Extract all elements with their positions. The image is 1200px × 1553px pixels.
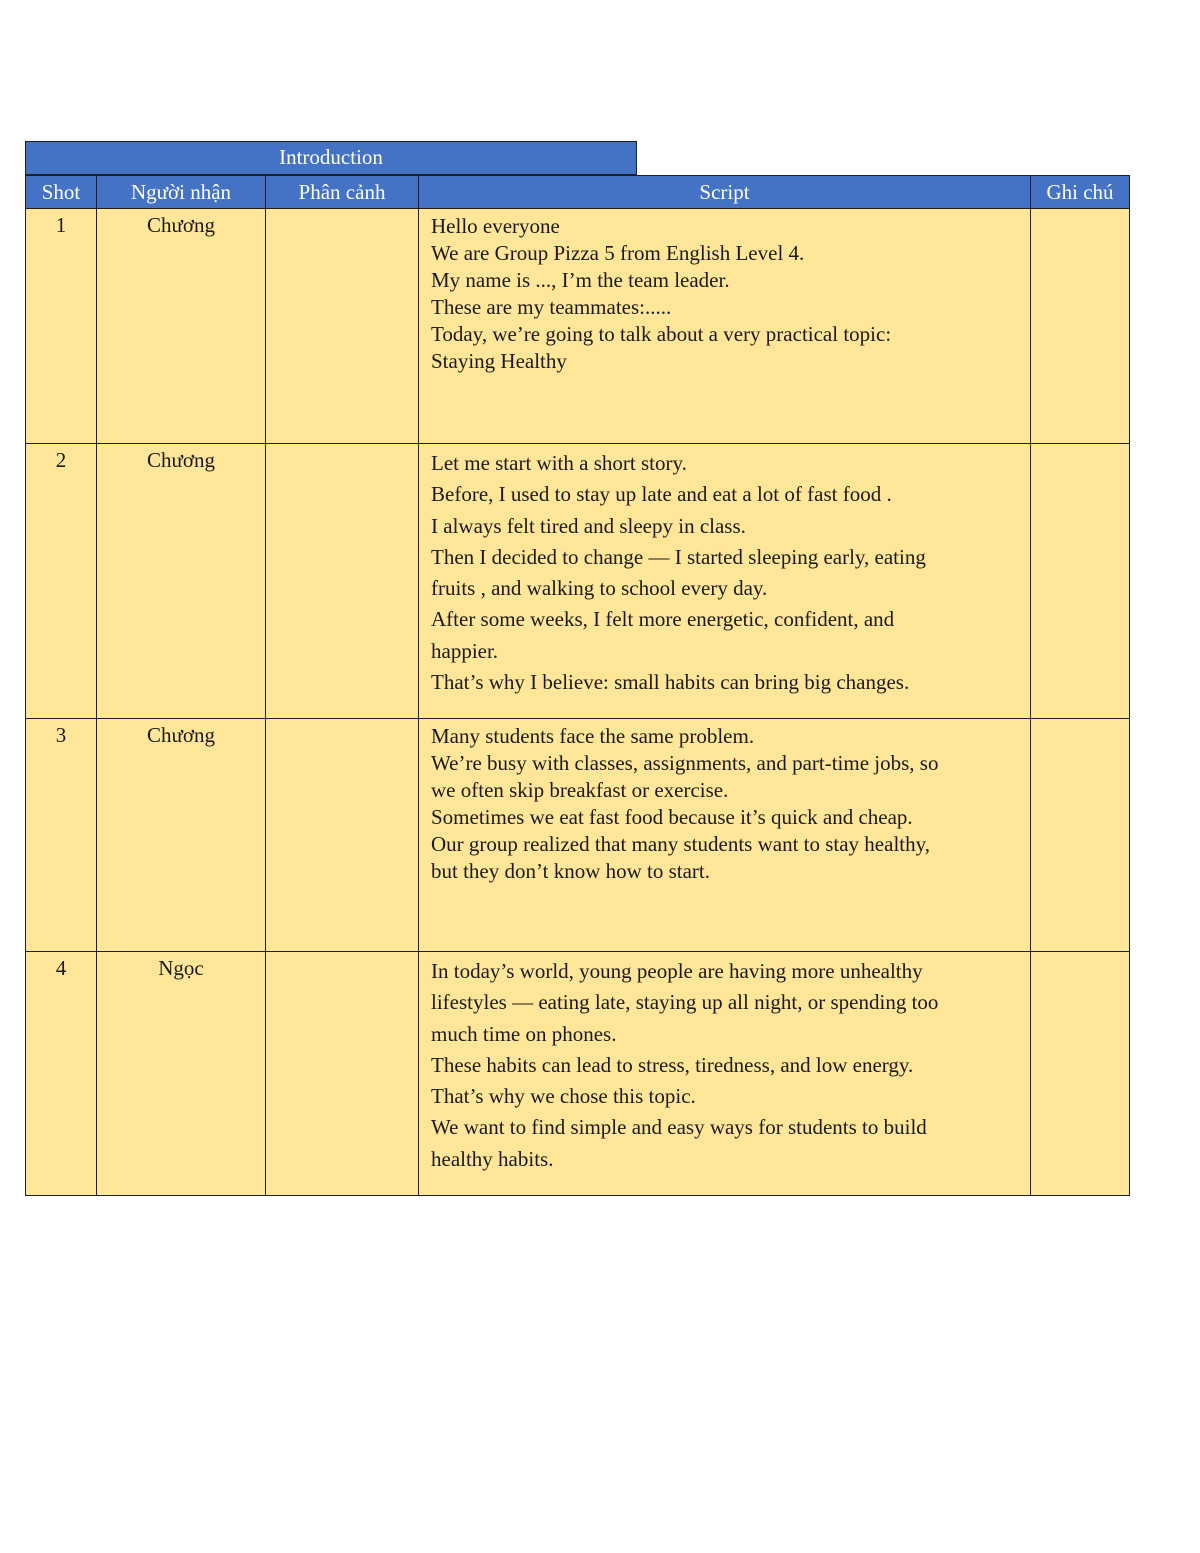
recipient-cell: Chương — [97, 719, 266, 952]
shot-number: 4 — [26, 952, 97, 1196]
script-line: Let me start with a short story. — [431, 451, 687, 475]
script-line: Today, we’re going to talk about a very practical topic: — [431, 322, 892, 346]
script-line: Hello everyone — [431, 214, 560, 238]
script-line: much time on phones. — [431, 1021, 617, 1046]
scene-cell — [266, 209, 419, 444]
column-header-script: Script — [419, 176, 1031, 209]
notes-cell — [1031, 444, 1130, 719]
script-line: happier. — [431, 638, 499, 663]
script-line: Then I decided to change — I started sleeping early, eating — [431, 544, 926, 569]
script-line: These are my teammates:..... — [431, 295, 672, 319]
column-header-recipient: Người nhận — [97, 176, 266, 209]
script-line: That’s why we chose this topic. — [431, 1084, 696, 1109]
recipient-cell: Ngọc — [97, 952, 266, 1196]
script-line: That’s why I believe: small habits can bring big changes. — [431, 670, 910, 695]
script-line: I always felt tired and sleepy in class. — [431, 513, 746, 538]
script-cell — [419, 444, 1031, 719]
section-title: Introduction — [25, 141, 637, 175]
table-row — [26, 209, 1130, 444]
script-line: healthy habits. — [431, 1146, 554, 1171]
script-line: After some weeks, I felt more energetic, confident, and — [431, 607, 895, 632]
shot-number: 1 — [26, 209, 97, 444]
notes-cell — [1031, 719, 1130, 952]
script-line: My name is ..., I’m the team leader. — [431, 268, 730, 292]
script-table — [25, 175, 1130, 1196]
script-line: Many students face the same problem. — [431, 724, 755, 748]
script-line: Our group realized that many students want to stay healthy, — [431, 832, 931, 856]
scene-cell — [266, 952, 419, 1196]
scene-cell — [266, 444, 419, 719]
table-row — [26, 444, 1130, 719]
script-cell — [419, 209, 1031, 444]
script-line: we often skip breakfast or exercise. — [431, 778, 729, 802]
column-header-notes: Ghi chú — [1031, 176, 1130, 209]
notes-cell — [1031, 209, 1130, 444]
shot-number: 3 — [26, 719, 97, 952]
script-line: In today’s world, young people are having more unhealthy — [431, 959, 923, 983]
column-header-shot: Shot — [26, 176, 97, 209]
script-line: We’re busy with classes, assignments, and part-time jobs, so — [431, 751, 939, 775]
column-header-scene: Phân cảnh — [266, 176, 419, 209]
script-line: These habits can lead to stress, tiredness, and low energy. — [431, 1052, 914, 1077]
recipient-cell: Chương — [97, 444, 266, 719]
script-line: fruits , and walking to school every day. — [431, 576, 768, 601]
script-line: Sometimes we eat fast food because it’s quick and cheap. — [431, 805, 913, 829]
header-row — [26, 176, 1130, 209]
recipient-cell: Chương — [97, 209, 266, 444]
script-cell — [419, 952, 1031, 1196]
table-row — [26, 952, 1130, 1196]
script-line: Staying Healthy — [431, 349, 567, 373]
shot-number: 2 — [26, 444, 97, 719]
script-line: We are Group Pizza 5 from English Level 4. — [431, 241, 805, 265]
script-line: but they don’t know how to start. — [431, 859, 711, 883]
script-line: We want to find simple and easy ways for students to build — [431, 1115, 927, 1140]
script-line: Before, I used to stay up late and eat a lot of fast food . — [431, 482, 892, 507]
script-line: lifestyles — eating late, staying up all night, or spending too — [431, 990, 939, 1015]
table-row — [26, 719, 1130, 952]
scene-cell — [266, 719, 419, 952]
script-cell — [419, 719, 1031, 952]
notes-cell — [1031, 952, 1130, 1196]
